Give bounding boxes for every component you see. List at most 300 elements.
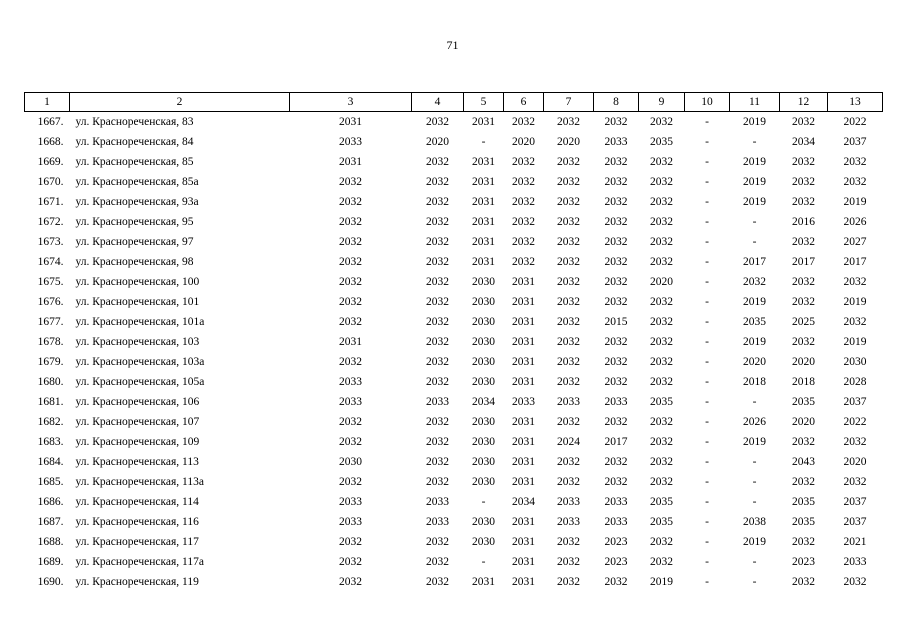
cell-col-5: 2030 [472,376,495,388]
cell-col-13: 2033 [843,556,867,568]
cell-col-10: - [705,236,709,248]
cell-col-12: 2032 [792,296,815,308]
cell-col-6: 2032 [512,156,535,168]
cell-col-6: 2031 [512,376,535,388]
column-header-10: 10 [685,93,730,112]
cell-address: ул. Краснореченская, 117 [75,536,199,548]
cell-col-10: - [705,496,709,508]
cell-col-13: 2019 [843,336,867,348]
cell-col-5: 2030 [472,336,495,348]
cell-address: ул. Краснореченская, 84 [75,136,194,148]
cell-col-8: 2032 [604,116,628,128]
cell-col-9: 2032 [650,416,673,428]
cell-col-3: 2032 [339,276,362,288]
cell-row-number: 1676. [37,296,64,308]
cell-col-9: 2032 [650,376,673,388]
cell-col-9: 2032 [650,536,673,548]
cell-col-9: 2032 [650,336,673,348]
cell-col-12: 2035 [792,516,815,528]
table-row [25,492,883,512]
cell-row-number: 1671. [37,196,64,208]
cell-col-7: 2032 [557,376,580,388]
cell-col-5: 2030 [472,276,495,288]
cell-row-number: 1684. [37,456,64,468]
cell-col-3: 2031 [339,156,362,168]
column-header-8: 8 [594,93,639,112]
cell-col-11: 2026 [743,416,766,428]
table-row [25,312,883,332]
cell-col-8: 2032 [604,376,628,388]
cell-col-10: - [705,276,709,288]
cell-address: ул. Краснореченская, 101а [75,316,205,328]
table-header [25,93,883,112]
cell-address: ул. Краснореченская, 97 [75,236,194,248]
cell-col-4: 2033 [426,496,449,508]
cell-row-number: 1680. [37,376,64,388]
cell-col-13: 2019 [843,296,867,308]
cell-col-9: 2032 [650,356,673,368]
cell-col-13: 2027 [843,236,867,248]
cell-row-number: 1672. [37,216,64,228]
cell-col-8: 2032 [604,416,628,428]
table-row [25,232,883,252]
cell-col-12: 2032 [792,116,815,128]
cell-col-10: - [705,536,709,548]
cell-col-3: 2032 [339,436,362,448]
cell-col-10: - [705,176,709,188]
cell-col-7: 2032 [557,196,580,208]
cell-col-5: 2031 [472,156,495,168]
cell-col-8: 2032 [604,336,628,348]
table-row [25,152,883,172]
cell-col-10: - [705,376,709,388]
cell-row-number: 1682. [37,416,64,428]
cell-col-12: 2018 [792,376,815,388]
cell-col-12: 2017 [792,256,815,268]
cell-col-3: 2032 [339,316,362,328]
cell-col-5: 2031 [472,256,495,268]
cell-col-6: 2031 [512,456,535,468]
cell-col-6: 2031 [512,316,535,328]
cell-col-7: 2032 [557,116,580,128]
cell-col-7: 2033 [557,396,580,408]
cell-col-3: 2032 [339,556,362,568]
cell-col-12: 2035 [792,396,815,408]
cell-col-8: 2015 [604,316,628,328]
cell-col-13: 2032 [843,436,867,448]
cell-row-number: 1689. [37,556,64,568]
cell-col-3: 2030 [339,456,362,468]
cell-col-6: 2032 [512,256,535,268]
cell-col-11: 2019 [743,196,766,208]
table-row [25,392,883,412]
cell-col-5: - [481,136,486,148]
cell-col-3: 2031 [339,336,362,348]
cell-row-number: 1690. [37,576,64,588]
table-row [25,372,883,392]
cell-col-7: 2020 [557,136,580,148]
table-row [25,452,883,472]
cell-col-6: 2031 [512,276,535,288]
cell-col-6: 2032 [512,216,535,228]
cell-col-7: 2032 [557,476,580,488]
cell-col-13: 2032 [843,176,867,188]
cell-col-10: - [705,416,709,428]
cell-col-11: - [752,576,757,588]
cell-address: ул. Краснореченская, 106 [75,396,200,408]
cell-col-13: 2019 [843,196,867,208]
cell-col-5: 2030 [472,476,495,488]
cell-col-5: - [481,496,486,508]
cell-col-4: 2032 [426,276,449,288]
cell-col-9: 2035 [650,396,673,408]
column-header-4: 4 [412,93,464,112]
cell-col-9: 2032 [650,196,673,208]
cell-col-9: 2032 [650,116,673,128]
table-row [25,532,883,552]
cell-col-4: 2032 [426,216,449,228]
cell-address: ул. Краснореченская, 101 [75,296,200,308]
cell-col-10: - [705,476,709,488]
cell-col-8: 2032 [604,236,628,248]
cell-row-number: 1673. [37,236,64,248]
cell-col-9: 2032 [650,316,673,328]
cell-col-11: 2035 [743,316,766,328]
cell-col-3: 2032 [339,216,362,228]
cell-col-7: 2032 [557,356,580,368]
cell-col-3: 2032 [339,256,362,268]
cell-address: ул. Краснореченская, 113 [75,456,199,468]
cell-col-8: 2032 [604,276,628,288]
cell-address: ул. Краснореченская, 85 [75,156,194,168]
cell-col-8: 2032 [604,176,628,188]
cell-address: ул. Краснореченская, 98 [75,256,194,268]
cell-col-9: 2032 [650,236,673,248]
cell-col-11: 2017 [743,256,766,268]
cell-col-8: 2032 [604,156,628,168]
cell-col-7: 2024 [557,436,580,448]
cell-address: ул. Краснореченская, 107 [75,416,200,428]
table-row [25,352,883,372]
cell-row-number: 1678. [37,336,64,348]
cell-col-4: 2032 [426,356,449,368]
cell-col-10: - [705,396,709,408]
cell-col-3: 2033 [339,376,362,388]
cell-col-11: - [752,136,757,148]
cell-col-11: 2019 [743,156,766,168]
table-row [25,572,883,592]
cell-col-7: 2032 [557,276,580,288]
cell-col-11: 2020 [743,356,766,368]
cell-col-5: 2030 [472,316,495,328]
cell-address: ул. Краснореченская, 100 [75,276,200,288]
cell-col-9: 2032 [650,216,673,228]
cell-col-7: 2032 [557,316,580,328]
cell-col-11: - [752,496,757,508]
cell-col-4: 2032 [426,336,449,348]
cell-col-8: 2023 [604,536,628,548]
cell-col-12: 2032 [792,236,815,248]
cell-col-9: 2032 [650,456,673,468]
cell-col-6: 2020 [512,136,535,148]
cell-col-13: 2020 [843,456,867,468]
cell-col-10: - [705,516,709,528]
cell-col-8: 2032 [604,456,628,468]
cell-col-6: 2031 [512,536,535,548]
cell-col-9: 2032 [650,156,673,168]
cell-col-4: 2033 [426,516,449,528]
cell-col-7: 2032 [557,236,580,248]
cell-col-4: 2032 [426,296,449,308]
cell-col-10: - [705,556,709,568]
cell-row-number: 1675. [37,276,64,288]
cell-col-12: 2032 [792,536,815,548]
cell-col-7: 2032 [557,416,580,428]
cell-col-6: 2031 [512,296,535,308]
cell-col-7: 2033 [557,496,580,508]
cell-row-number: 1674. [37,256,64,268]
cell-address: ул. Краснореченская, 116 [75,516,199,528]
cell-col-7: 2033 [557,516,580,528]
cell-col-7: 2032 [557,556,580,568]
cell-col-12: 2023 [792,556,815,568]
cell-row-number: 1686. [37,496,64,508]
data-table [24,92,883,592]
cell-col-8: 2017 [604,436,628,448]
cell-col-5: 2031 [472,216,495,228]
table-row [25,132,883,152]
cell-address: ул. Краснореченская, 105а [75,376,205,388]
cell-col-3: 2033 [339,516,362,528]
cell-col-3: 2033 [339,496,362,508]
cell-col-12: 2032 [792,196,815,208]
cell-col-12: 2034 [792,136,815,148]
column-header-7: 7 [544,93,594,112]
cell-col-9: 2032 [650,476,673,488]
cell-col-5: 2030 [472,436,495,448]
cell-address: ул. Краснореченская, 117а [75,556,204,568]
cell-col-7: 2032 [557,336,580,348]
cell-row-number: 1668. [37,136,64,148]
cell-col-10: - [705,316,709,328]
cell-col-8: 2032 [604,196,628,208]
table-row [25,512,883,532]
cell-col-4: 2032 [426,236,449,248]
cell-col-4: 2033 [426,396,449,408]
cell-row-number: 1687. [37,516,64,528]
cell-col-13: 2017 [843,256,867,268]
cell-col-13: 2032 [843,156,867,168]
cell-col-6: 2031 [512,576,535,588]
cell-col-3: 2033 [339,396,362,408]
cell-col-6: 2031 [512,516,535,528]
cell-address: ул. Краснореченская, 103а [75,356,205,368]
cell-col-4: 2032 [426,476,449,488]
cell-col-8: 2033 [604,396,628,408]
cell-col-13: 2022 [843,116,867,128]
cell-col-6: 2032 [512,116,535,128]
cell-col-12: 2032 [792,476,815,488]
cell-row-number: 1679. [37,356,64,368]
cell-col-8: 2032 [604,296,628,308]
cell-col-10: - [705,356,709,368]
cell-row-number: 1685. [37,476,64,488]
cell-col-11: 2019 [743,436,766,448]
cell-row-number: 1677. [37,316,64,328]
cell-col-6: 2033 [512,396,535,408]
cell-col-4: 2032 [426,416,449,428]
cell-col-7: 2032 [557,536,580,548]
cell-col-8: 2033 [604,516,628,528]
cell-col-8: 2023 [604,556,628,568]
cell-col-10: - [705,136,709,148]
cell-col-10: - [705,456,709,468]
column-header-2: 2 [70,93,290,112]
column-header-1: 1 [25,93,70,112]
cell-col-13: 2037 [843,496,867,508]
column-header-9: 9 [639,93,685,112]
cell-col-12: 2016 [792,216,815,228]
cell-col-11: 2019 [743,336,766,348]
cell-col-6: 2031 [512,416,535,428]
cell-row-number: 1667. [37,116,64,128]
column-header-5: 5 [464,93,504,112]
cell-col-4: 2020 [426,136,449,148]
cell-col-8: 2032 [604,256,628,268]
table-header-row [25,93,883,112]
cell-col-4: 2032 [426,556,449,568]
table-row [25,292,883,312]
cell-col-3: 2031 [339,116,362,128]
cell-col-3: 2032 [339,476,362,488]
cell-col-5: 2030 [472,296,495,308]
cell-col-11: - [752,456,757,468]
cell-address: ул. Краснореченская, 95 [75,216,194,228]
cell-col-4: 2032 [426,196,449,208]
cell-col-4: 2032 [426,536,449,548]
cell-address: ул. Краснореченская, 109 [75,436,200,448]
cell-address: ул. Краснореченская, 83 [75,116,194,128]
table-row [25,212,883,232]
table-row [25,112,883,133]
cell-col-4: 2032 [426,156,449,168]
table-row [25,192,883,212]
cell-col-12: 2032 [792,436,815,448]
cell-col-3: 2032 [339,236,362,248]
table-row [25,272,883,292]
cell-col-5: - [481,556,486,568]
cell-col-11: - [752,476,757,488]
cell-col-10: - [705,256,709,268]
cell-col-8: 2032 [604,476,628,488]
table-row [25,472,883,492]
cell-col-4: 2032 [426,116,449,128]
cell-col-6: 2031 [512,476,535,488]
cell-col-5: 2030 [472,536,495,548]
cell-col-12: 2032 [792,176,815,188]
cell-col-5: 2031 [472,576,495,588]
cell-col-9: 2035 [650,496,673,508]
table-row [25,252,883,272]
cell-col-11: 2019 [743,536,766,548]
cell-col-8: 2032 [604,216,628,228]
cell-col-11: 2032 [743,276,766,288]
cell-col-13: 2032 [843,316,867,328]
cell-col-11: - [752,556,757,568]
cell-col-8: 2033 [604,496,628,508]
cell-col-6: 2031 [512,336,535,348]
cell-col-13: 2026 [843,216,867,228]
cell-col-7: 2032 [557,216,580,228]
cell-col-9: 2032 [650,296,673,308]
cell-col-3: 2032 [339,576,362,588]
cell-address: ул. Краснореченская, 103 [75,336,200,348]
cell-col-13: 2037 [843,136,867,148]
cell-col-5: 2030 [472,456,495,468]
cell-col-5: 2030 [472,416,495,428]
cell-col-12: 2032 [792,576,815,588]
column-header-13: 13 [828,93,883,112]
cell-col-9: 2019 [650,576,673,588]
cell-col-7: 2032 [557,456,580,468]
cell-col-11: 2038 [743,516,766,528]
cell-col-3: 2032 [339,176,362,188]
cell-col-6: 2031 [512,356,535,368]
cell-col-3: 2032 [339,296,362,308]
cell-col-8: 2032 [604,356,628,368]
cell-col-4: 2032 [426,176,449,188]
cell-col-13: 2037 [843,516,867,528]
cell-col-9: 2035 [650,516,673,528]
cell-col-8: 2033 [604,136,628,148]
cell-col-9: 2020 [650,276,673,288]
cell-col-6: 2031 [512,556,535,568]
cell-col-5: 2031 [472,196,495,208]
cell-col-7: 2032 [557,156,580,168]
cell-col-12: 2032 [792,156,815,168]
table-row [25,332,883,352]
cell-col-10: - [705,336,709,348]
cell-col-11: - [752,216,757,228]
cell-col-12: 2032 [792,336,815,348]
table-row [25,552,883,572]
cell-address: ул. Краснореченская, 93а [75,196,199,208]
cell-col-13: 2021 [843,536,867,548]
cell-col-5: 2031 [472,176,495,188]
cell-col-7: 2032 [557,296,580,308]
cell-col-6: 2034 [512,496,535,508]
cell-address: ул. Краснореченская, 114 [75,496,199,508]
cell-col-7: 2032 [557,176,580,188]
column-header-6: 6 [504,93,544,112]
cell-col-9: 2032 [650,556,673,568]
table-row [25,412,883,432]
cell-col-11: 2019 [743,296,766,308]
page-number: 71 [446,38,459,52]
cell-col-12: 2020 [792,356,815,368]
cell-col-4: 2032 [426,316,449,328]
cell-row-number: 1670. [37,176,64,188]
cell-col-10: - [705,196,709,208]
cell-row-number: 1669. [37,156,64,168]
cell-col-9: 2032 [650,436,673,448]
cell-col-10: - [705,436,709,448]
cell-col-5: 2034 [472,396,495,408]
cell-col-3: 2032 [339,196,362,208]
cell-col-11: - [752,396,757,408]
cell-col-12: 2020 [792,416,815,428]
cell-col-9: 2032 [650,256,673,268]
